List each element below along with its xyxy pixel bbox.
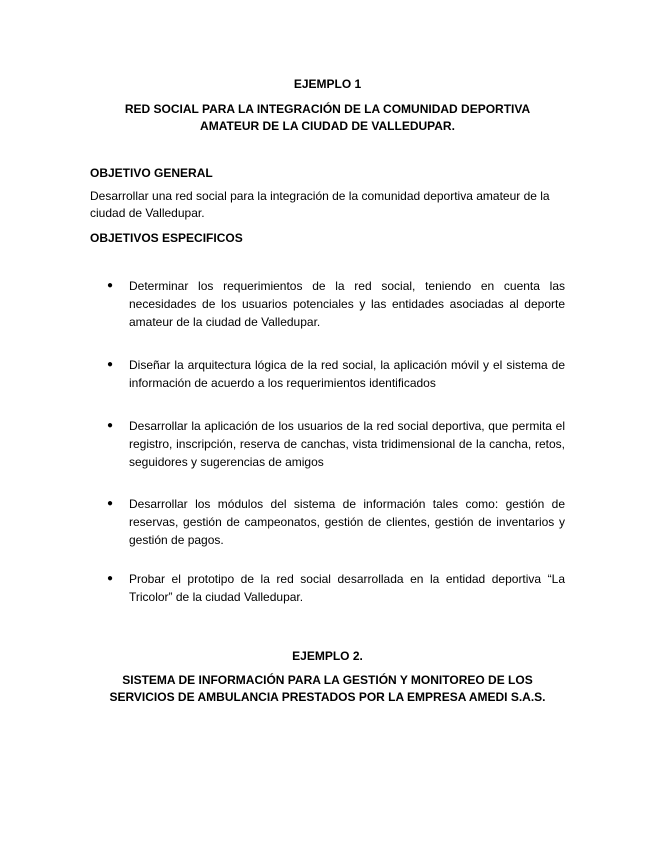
example-2-title-line-1: SISTEMA DE INFORMACIÓN PARA LA GESTIÓN Y MONITOREO DE LOS [122, 673, 533, 687]
example-1-title-line-2: AMATEUR DE LA CIUDAD DE VALLEDUPAR. [200, 119, 455, 133]
example-2-title-line-2: SERVICIOS DE AMBULANCIA PRESTADOS POR LA EMPRESA AMEDI S.A.S. [109, 690, 546, 704]
general-objective-text: Desarrollar una red social para la integración de la comunidad deportiva amateur de la ciudad de Valledupar. [90, 189, 550, 220]
objective-text: Probar el prototipo de la red social desarrollada en la entidad deportiva “La Tricolor” de la ciudad Valledupar. [129, 572, 565, 604]
bullet-icon: ● [107, 280, 114, 291]
example-1-title-line-1: RED SOCIAL PARA LA INTEGRACIÓN DE LA COMUNIDAD DEPORTIVA [124, 102, 531, 116]
objective-text: Diseñar la arquitectura lógica de la red social, la aplicación móvil y el sistema de información de acuerdo a los requerimientos identificados [129, 358, 565, 390]
objective-text: Desarrollar los módulos del sistema de información tales como: gestión de reservas, gestión de campeonatos, gestión de clientes, gestión de inventarios y gestión de pagos. [129, 497, 565, 547]
specific-objectives-heading: OBJETIVOS ESPECIFICOS [90, 231, 243, 245]
bullet-icon: ● [107, 573, 114, 584]
bullet-icon: ● [107, 420, 114, 431]
example-1-label: EJEMPLO 1 [293, 77, 362, 91]
bullet-icon: ● [107, 498, 114, 509]
general-objective-heading: OBJETIVO GENERAL [90, 166, 213, 180]
objective-text: Determinar los requerimientos de la red social, teniendo en cuenta las necesidades de los usuarios potenciales y las entidades asociadas al deporte amateur de la ciudad de Valledupar. [129, 279, 565, 329]
bullet-icon: ● [107, 359, 114, 370]
objective-text: Desarrollar la aplicación de los usuarios de la red social deportiva, que permita el registro, inscripción, reserva de canchas, vista tridimensional de la cancha, retos, seguidores y sugerencias de amigos [129, 419, 565, 469]
example-2-label: EJEMPLO 2. [292, 649, 363, 663]
